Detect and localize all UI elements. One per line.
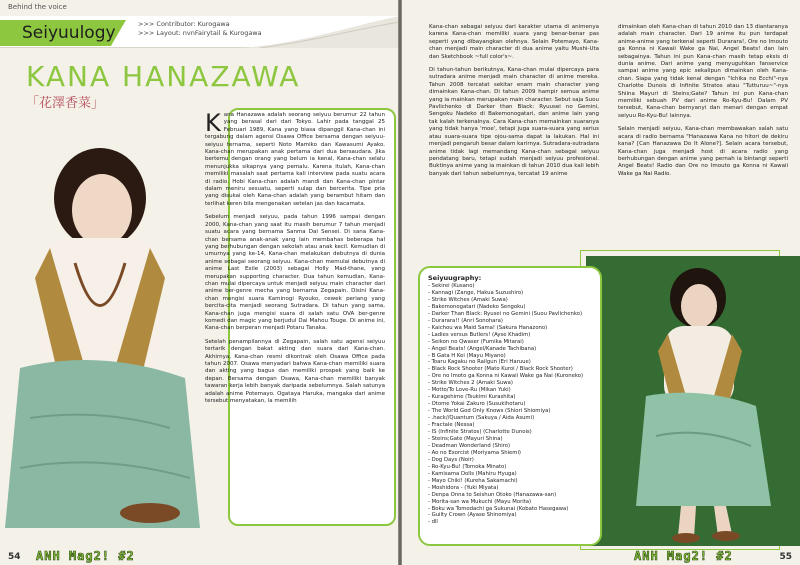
layout-credit: >>> Layout: nvnFairytail & Kurogawa: [138, 29, 262, 37]
seiyuugraphy-item: - Strike Witches 2 (Amaki Suwa): [428, 380, 513, 387]
seiyuugraphy-item: - Deadman Wonderland (Shiro): [428, 442, 511, 449]
seiyuugraphy-item: - Motto/To Love-Ru (Mikan Yuki): [428, 387, 511, 394]
seiyuugraphy-item: - Kamisama Dolls (Mahiru Hyuga): [428, 470, 517, 477]
magazine-title-left: ANH Mag2! #2: [36, 549, 135, 563]
seiyuugraphy-box: [418, 266, 602, 546]
article-paragraph: Di tahun-tahun berikutnya, Kana-chan mulai dipercaya para sutradara anime menjadi main character di anime mereka. Tahun 2008 tercatat sekitar enam main character yang dimainkan Kana-chan. Di tahun 2009 hampir semua anime yang ia mainkan merupakan main character. Sebut saja Suou Pavlichenko di Darker than Black: Ryuusei no Gemini, Sengoku Nadeko di Bakemonogatari, dan anime lain yang tak kalah terkenalnya. Cara Kana-chan memainkan suaranya yang tidak hanya 'moe', tetapi juga suara-suara yang serius atau suara-suara tipe ojou-sama dapat ia lakukan. Hal ini menjadi pengaruh besar dalam karirnya. Sutradara-sutradara anime tidak lagi memandang Kana-chan sebagai seiyuu pendatang baru, tetapi sudah menjadi seiyuu profesional. Buktinya anime yang ia mainkan di tahun 2010 dua kali lebih banyak dari tahun sebelumnya, tercatat 19 anime: [429, 67, 599, 177]
page-number-left: 54: [8, 552, 21, 562]
left-page: [0, 0, 398, 565]
bio-paragraph: Sebelum menjadi seiyuu, pada tahun 1996 sampai dengan 2000, Kana-chan yang saat itu masih berumur 7 tahun menjadi suatu acara yang bernama Sanma Dai Sensei. Di sana Kana-chan bersama anak-anak yang lain membahas beberapa hal yang berhubungan dengan sekolah atau anak kecil. Kemudian di umurnya yang ke-14, Kana-chan melakukan debutnya di dunia anime sebagai seorang seiyuu. Kana-chan memulai debutnya di anime Last Exile (2003) sebagai Holly Mad-thane, yang merupakan supporting character. Dua tahun kemudian, Kana-chan mulai dipercaya untuk menjadi seiyuu main character dari anime ber-genre mecha yang bernama Zegapain. Disini Kana-chan mengisi suara Kaminogi Ryouko, cewek periang yang bercita-cita menjadi seorang Sutradara. Di tahun yang sama, Kana-chan juga mengisi suara di salah satu OVA ber-genre komedi dan magic yang berjudul Dai Mahou Touge. Di anime ini, Kana-chan berperan menjadi Potaru Tanaka.: [205, 214, 385, 332]
credits: [138, 20, 262, 38]
seiyuugraphy-item: - Strike Witches (Amaki Suwa): [428, 296, 508, 303]
section-label: Behind the voice: [8, 3, 67, 11]
seiyuugraphy-item: - Ore no Imoto ga Konna ni Kawaii Wake ga Nai (Kuroneko): [428, 373, 584, 380]
series-title: Seiyuulogy: [22, 23, 116, 43]
seiyuugraphy-item: - Kannagi (Zange, Hakua Suzushiro): [428, 289, 524, 296]
header-swoosh-decoration: [240, 16, 398, 48]
seiyuugraphy-item: - Toaru Kagaku no Railgun (Eri Haruue): [428, 359, 531, 366]
seiyuugraphy-item: - Durarara!! (Anri Sonohara): [428, 317, 503, 324]
seiyuugraphy-item: - Angel Beats! (Angel/Kanade Tachibana): [428, 345, 537, 352]
seiyuugraphy-item: - Darker Than Black: Ryusei no Gemini (Suou Pavlichenko): [428, 310, 583, 317]
seiyuugraphy-list: [428, 283, 592, 526]
seiyuugraphy-item: - Dog Days (Noir): [428, 456, 474, 463]
seiyuugraphy-item: - dll: [428, 519, 438, 526]
drop-cap: K: [205, 112, 221, 137]
seiyuugraphy-item: - Seikon no Qwaser (Fumika Mitarai): [428, 338, 524, 345]
biography-column: [205, 112, 391, 524]
article-paragraph: Selain menjadi seiyuu, Kana-chan membawakan salah satu acara di radio bernama "Hanazawa Kana no hitori de dekiru kana? [Can Hanazawa Do It Alone?]. Selain acara tersebut, Kana-chan juga menjadi host di acara radio yang berhubungan dengan anime yang pernah ia bintangi seperti Angel Beats! Radio dan Ore no Imouto ga Konna ni Kawaii Wake ga Nai Radio.: [618, 126, 788, 177]
name-japanese: 「花澤香菜」: [26, 96, 105, 111]
portrait-photo-left: [0, 118, 205, 530]
bio-paragraph: Kana Hanazawa adalah seorang seiyuu berumur 22 tahun yang berasal dari dari Tokyo. Lahir pada tanggal 25 Februari 1989, Kana yang biasa dipanggil Kana-chan ini tergabung dalam agensi Osawa Office bersama dengan seiyuu-seiyuu ternama, seperti Noto Mamiko dan Kawasumi Ayako. Kana-chan merupakan anak pertama dari dua bersaudara. Jika bertemu dengan orang yang belum ia kenal, Kana-chan selalu menunjukka sikapnya yang pemalu. Karena itulah, Kana-chan memiliki masalah saat pertama kali interview pada suatu acara di radio. Hobi Kana-chan adalah mandi dan Kana-chan pintar dalam meniru sesuatu, seperti sulap dan bercerita. Tipe pria yang disukai oleh Kana-chan adalah yang berambut hitam dan terlihat keren bila mengenakan setelan jas dan kacamata.: [205, 112, 385, 207]
right-page: [402, 0, 800, 565]
page-number-right: 55: [779, 552, 792, 562]
article-column-1: [429, 24, 599, 260]
seiyuugraphy-item: - Sekirei (Kusano): [428, 283, 475, 289]
seiyuugraphy-title: Seiyuugraphy:: [428, 274, 482, 282]
seiyuugraphy-item: - Guilty Crown (Ayase Shinomiya): [428, 512, 517, 519]
seiyuugraphy-item: - Ro-Kyu-Bu! (Tomoka Minato): [428, 463, 507, 470]
name-english: KANA HANAZAWA: [26, 60, 301, 93]
seiyuugraphy-item: - The World God Only Knows (Shiori Shiomiya): [428, 408, 551, 415]
seiyuugraphy-item: - Moshidora - (Yuki Miyata): [428, 484, 499, 491]
seiyuugraphy-item: - Denpa Onna to Seishun Otoko (Hanazawa-san): [428, 491, 557, 498]
article-column-2: [618, 24, 788, 260]
seiyuugraphy-item: - .hack//Quantum (Sakuya / Aida Asumi): [428, 415, 535, 422]
article-paragraph: dimainkan oleh Kana-chan di tahun 2010 dan 13 diantaranya adalah main character. Dari 19 anime itu pun terdapat anime-anime yang terkenal seperti Durarara!, Ore no Imouto ga Konna ni Kawaii Wake ga Nai, Angel Beats! dan lain sebagainya. Tahun ini pun Kana-chan masih tetap eksis di dunia anime. Dari anime yang menyuguhkan fanservice sampai anime yang epic sekalipun dimainkan oleh Kana-chan. Siapa yang tidak kenal dengan "Ichika no Ecchi"-nya Charlotte Dunois di Infinite Stratos atau "Tutturuu~"-nya Shiina Mayuri di Steins;Gate? Tahun ini pun Kana-chan memiliki sebuah PV dari anime Ro-Kyu-Bu! Dalam PV tersebut, Kana-chan bernyanyi dan menari dengan empat seiyuu Ro-Kyu-Bu! lainnya.: [618, 24, 788, 119]
bio-paragraph: Setelah penampilannya di Zegapain, salah satu agensi seiyuu tertarik dengan bakat akting dan suara dari Kana-chan. Akhirnya, Kana-chan resmi dikontrak oleh Osawa Office pada tahun 2007. Osawa menyadari bahwa Kana-chan memiliki suara dan akting yang bagus dan memiliki prospek yang baik ke depan. Bersama dengan Osawa, Kana-chan memiliki banyak tawaran kerja lebih banyak daripada sebelumnya. Salah satunya adalah anime Potemayo. Ogataya Haruka, mangaka dari anime tersebut menyatakan, la memilih: [205, 338, 385, 405]
seiyuugraphy-item: - Morita-san wa Mukuchi (Mayu Morita): [428, 498, 532, 505]
seiyuugraphy-item: - Steins;Gate (Mayuri Shina): [428, 435, 503, 442]
seiyuugraphy-item: - B Gata H Kei (Mayu Miyano): [428, 352, 506, 359]
seiyuugraphy-item: - Ladies versus Butlers! (Ayse Khadim): [428, 331, 531, 338]
seiyuugraphy-item: - Kaichou wa Maid Sama! (Sakura Hanazono): [428, 324, 548, 331]
seiyuugraphy-item: - Otome Yokai Zakuro (Susukihotaru): [428, 401, 526, 408]
seiyuugraphy-item: - Mayo Chiki! (Kureha Sakamachi): [428, 477, 518, 484]
magazine-title-right: ANH Mag2! #2: [634, 549, 733, 563]
seiyuugraphy-item: - Ao no Exorcist (Moriyama Shiemi): [428, 449, 522, 456]
contributor-credit: >>> Contributor: Kurogawa: [138, 20, 230, 28]
article-paragraph: Kana-chan sebagai seiyuu dari karakter utama di animenya karena Kana-chan memiliki suara yang benar-benar pas seperti yang dibayangkan olehnya. Selain Potemayo, Kana-chan menjadi main character di dua anime yaitu Mushi-Uta dan Sketchbook ~full color's~.: [429, 24, 599, 60]
seiyuugraphy-item: - Boku wa Tomodachi ga Sukunai (Kobato Hasegawa): [428, 505, 569, 512]
seiyuugraphy-item: - Black Rock Shooter (Mato Kuroi / Black Rock Shooter): [428, 366, 573, 373]
seiyuugraphy-item: - Fractale (Nessa): [428, 422, 475, 429]
seiyuugraphy-item: - Bakemonogatari (Nadeko Sengoku): [428, 303, 526, 310]
portrait-photo-right: [586, 256, 800, 546]
seiyuugraphy-item: - IS (Infinite Stratos) (Charlotte Dunois): [428, 429, 532, 436]
seiyuugraphy-item: - Kuragehime (Tsukimi Kurashita): [428, 394, 516, 401]
